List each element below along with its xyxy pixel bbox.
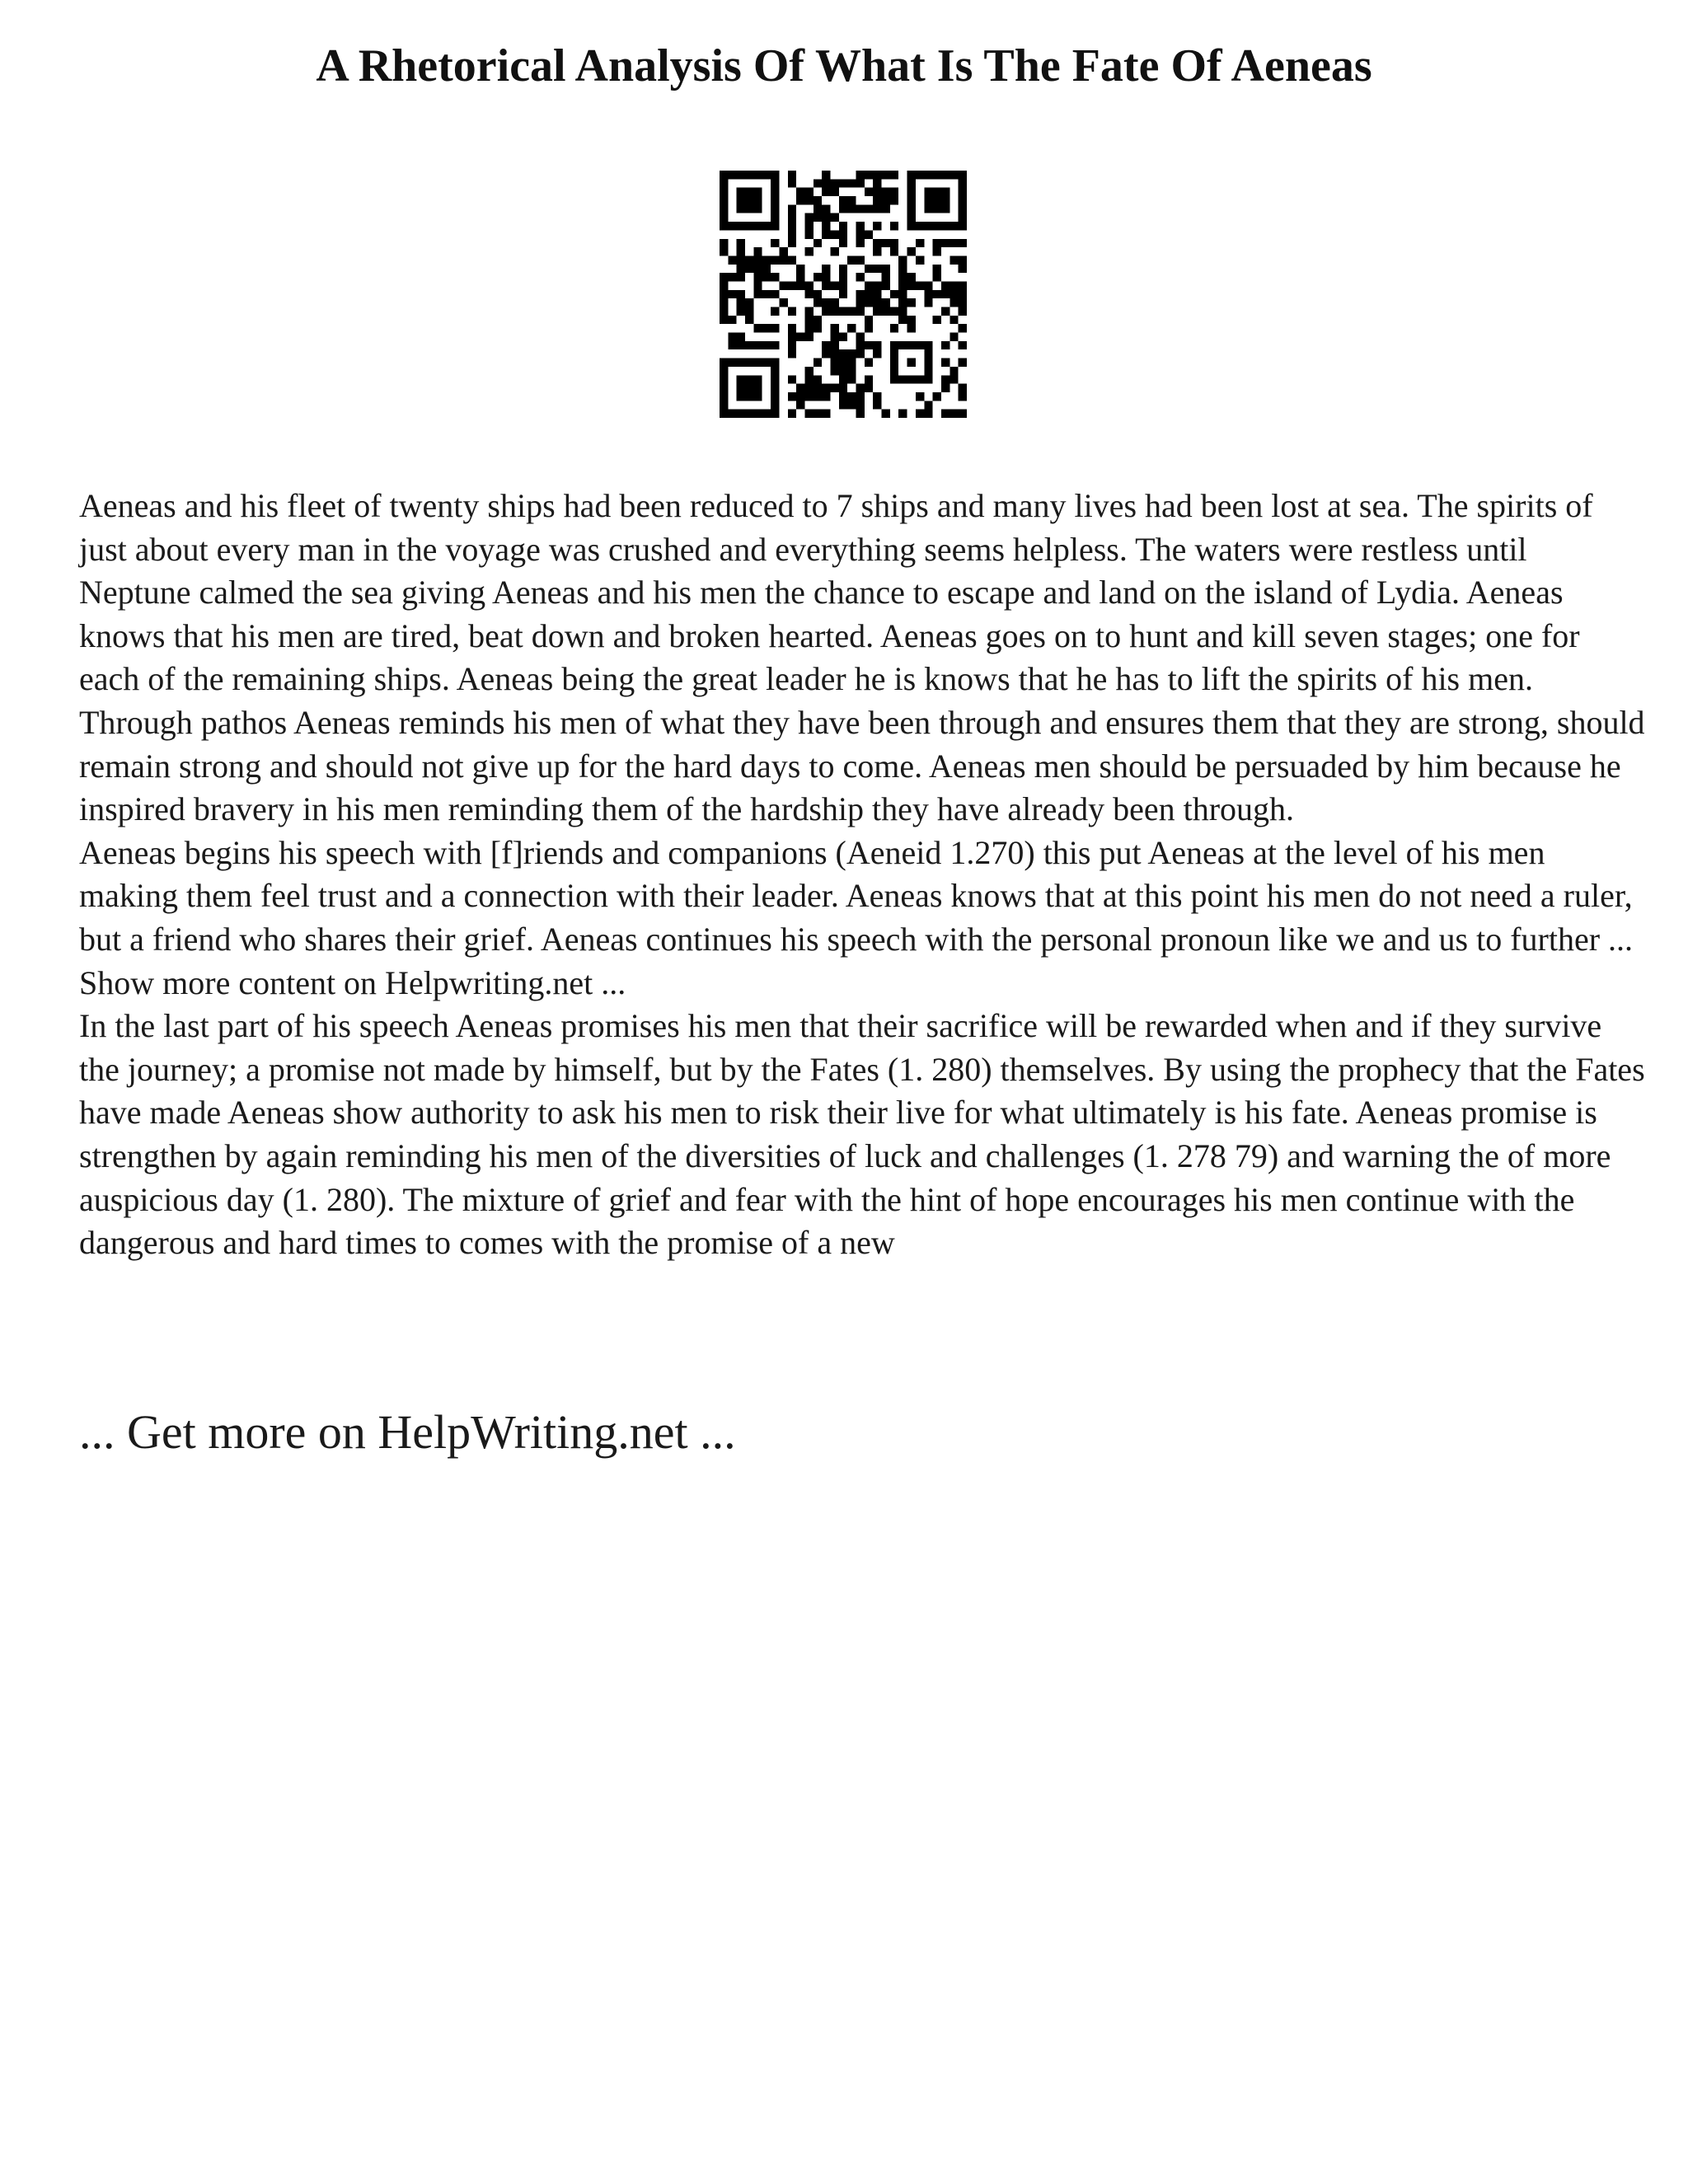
article-paragraph: Aeneas and his fleet of twenty ships had been reduced to 7 ships and many lives had been lost at sea. The spirits of just about every man in the voyage was crushed and everything seems helpless. The waters were restless until Neptune calmed the sea giving Aeneas and his men the chance to escape and land on the island of Lydia. Aeneas knows that his men are tired, beat down and broken hearted. Aeneas goes on to hunt and kill seven stages; one for each of the remaining ships. Aeneas being the great leader he is knows that he has to lift the spirits of his men. Through pathos Aeneas reminds his men of what they have been through and ensures them that they are strong, should remain strong and should not give up for the hard days to come. Aeneas men should be persuaded by him because he inspired bravery in his men reminding them of the hardship they have already been through. (79, 487, 1645, 828)
article-body (79, 485, 1645, 1265)
qr-code-icon (720, 171, 967, 418)
article-paragraph: Aeneas begins his speech with [f]riends and companions (Aeneid 1.270) this put Aeneas at the level of his men making them feel trust and a connection with their leader. Aeneas knows that at this point his men do not need a ruler, but a friend who shares their grief. Aeneas continues his speech with the personal pronoun like we and us to further ... Show more content on Helpwriting.net ... (79, 833, 1634, 1001)
article-paragraph: In the last part of his speech Aeneas promises his men that their sacrifice will be rewarded when and if they survive the journey; a promise not made by himself, but by the Fates (1. 280) themselves. By using the prophecy that the Fates have made Aeneas show authority to ask his men to risk their live for what ultimately is his fate. Aeneas promise is strengthen by again reminding his men of the diversities of luck and challenges (1. 278 79) and warning the of more auspicious day (1. 280). The mixture of grief and fear with the hint of hope encourages his men continue with the dangerous and hard times to comes with the promise of a new (79, 1007, 1645, 1262)
get-more-link[interactable]: ... Get more on HelpWriting.net ... (79, 1405, 736, 1459)
page-title: A Rhetorical Analysis Of What Is The Fate Of Aeneas (316, 40, 1372, 91)
